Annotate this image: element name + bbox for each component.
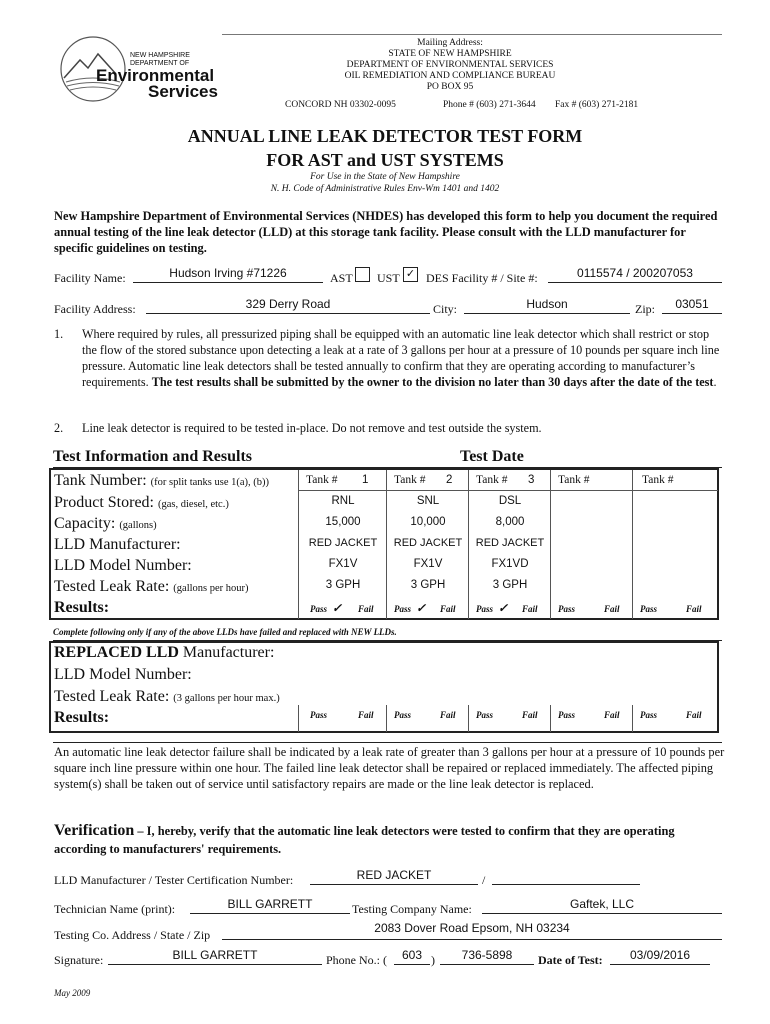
replaced-pass-option[interactable]: Pass [640,710,658,720]
replaced-pass-option[interactable]: Pass [558,710,576,720]
ust-label: UST [377,271,400,285]
product-field[interactable]: SNL [416,495,440,507]
rate-field[interactable]: 3 GPH [492,579,528,591]
certification-number-line[interactable] [492,870,640,885]
pass-check: ✓ [498,601,509,615]
tested-leak-rate-label [54,578,249,596]
replaced-fail-option[interactable]: Fail [522,710,538,720]
tank-header-label: Tank # [558,474,590,486]
results-label: Results: [54,599,110,616]
tank-header-label: Tank # [306,474,338,486]
logo-text-3: Environmental [96,66,215,85]
certification-label: LLD Manufacturer / Tester Certification Number: [54,873,294,887]
nhdes-logo [50,30,230,110]
failure-text: An automatic line leak detector failure shall be indicated by a leak rate of greater than 3 gallons per hour at a pressure of 10 pounds per square inch line pressure within one hour. The failed line leak detector shall be repaired or replaced immediately. The affected piping system(s) shall be taken out of service until satisfactory repairs are made or the line leak detector is replaced. [54,745,725,791]
replaced-manufacturer-label [54,644,274,662]
table-divider [386,470,387,619]
phone-area-field[interactable]: 603 [401,948,423,962]
item-1-text [82,326,726,390]
address-line: STATE OF NEW HAMPSHIRE [388,49,512,59]
technician-field[interactable]: BILL GARRETT [227,897,313,911]
address-phone: Phone # (603) 271-3644 [443,100,536,110]
technician-label: Technician Name (print): [54,902,176,916]
model-field[interactable]: FX1V [328,558,358,570]
capacity-note: (gallons) [119,520,157,531]
manufacturer-field[interactable]: RED JACKET [393,537,463,549]
section-rule [53,742,722,743]
footer-date: May 2009 [54,988,91,998]
product-note: (gas, diesel, etc.) [158,499,229,510]
facility-name-label: Facility Name: [54,271,126,285]
model-field[interactable]: FX1VD [491,558,529,570]
tank-header-label: Tank # [642,474,674,486]
manufacturer-field[interactable]: RED JACKET [475,537,545,549]
ast-checkbox[interactable] [355,267,370,282]
product-field[interactable]: DSL [498,495,522,507]
city-label: City: [433,302,458,316]
signature-label: Signature: [54,953,104,967]
phone-number-field[interactable]: 736-5898 [461,948,513,962]
usage-note: For Use in the State of New Hampshire [310,172,460,182]
phone-label: Phone No.: ( [326,953,387,967]
page-subtitle: FOR AST and UST SYSTEMS [266,150,504,170]
company-address-field[interactable]: 2083 Dover Road Epsom, NH 03234 [374,921,570,935]
replaced-fail-option[interactable]: Fail [604,710,620,720]
address-line: PO BOX 95 [426,82,474,92]
address-city: CONCORD NH 03302-0095 [285,100,396,110]
item-1-bold: The test results shall be submitted by the owner to the division no later than 30 days after the date of the test [151,375,714,389]
pass-option[interactable]: Pass [640,604,658,614]
fail-option[interactable]: Fail [604,604,620,614]
leak-rate-text: Tested Leak Rate: [54,578,170,595]
zip-field[interactable]: 03051 [675,297,709,311]
fail-option[interactable]: Fail [358,604,374,614]
tank-number-field[interactable]: 1 [362,474,369,486]
replaced-fail-option[interactable]: Fail [440,710,456,720]
certification-field[interactable]: RED JACKET [356,868,432,882]
facility-name-field[interactable]: Hudson Irving #71226 [169,266,287,280]
manufacturer-field[interactable]: RED JACKET [308,537,378,549]
item-1-end: . [713,375,717,389]
product-stored-label [54,494,229,512]
phone-close: ) [431,953,435,967]
address-fax: Fax # (603) 271-2181 [555,100,639,110]
facility-address-field[interactable]: 329 Derry Road [245,297,331,311]
table-divider [386,705,387,732]
facility-address-label: Facility Address: [54,302,136,316]
city-field[interactable]: Hudson [526,297,568,311]
replaced-fail-option[interactable]: Fail [686,710,702,720]
verification-text [54,822,726,858]
item-2-number: 2. [54,421,64,435]
table-divider [468,705,469,732]
pass-option[interactable]: Pass [476,604,494,614]
page-title: ANNUAL LINE LEAK DETECTOR TEST FORM [187,126,583,146]
zip-label: Zip: [635,302,655,316]
tank-number-field[interactable]: 3 [528,474,535,486]
test-info-heading: Test Information and Results [53,448,252,465]
address-line: OIL REMEDIATION AND COMPLIANCE BUREAU [344,71,556,81]
fail-option[interactable]: Fail [440,604,456,614]
mailing-address [300,38,600,93]
replaced-leak-rate-note: (3 gallons per hour max.) [173,693,280,704]
logo-text-4: Services [148,82,218,101]
company-label: Testing Company Name: [352,902,472,916]
verification-body: – I, hereby, verify that the automatic line leak detectors were tested to confirm that they are operating according to manufacturers' requirements. [54,824,675,856]
pass-check: ✓ [332,601,343,615]
tank-column [634,470,718,620]
tank-number-note: (for split tanks use 1(a), (b)) [150,477,270,488]
table-divider [632,705,633,732]
tank-number-field[interactable]: 2 [446,474,453,486]
company-address-label: Testing Co. Address / State / Zip [54,928,211,942]
tank-column [388,470,468,620]
rules-note: N. H. Code of Administrative Rules Env-Wm 1401 and 1402 [270,184,500,194]
rate-field[interactable]: 3 GPH [325,579,361,591]
lld-model-label: LLD Model Number: [54,557,192,574]
product-field[interactable]: RNL [331,495,355,507]
des-facility-field[interactable]: 0115574 / 200207053 [577,266,693,280]
table-divider [550,470,551,619]
logo-text-2: DEPARTMENT OF [130,60,190,67]
item-1-body: Where required by rules, all pressurized piping shall be equipped with an automatic line leak detector which shall restrict or stop the flow of the stored substance upon detecting a leak at a rate of 3 gallons per hour at a pressure of 10 pounds per square inch line pressure. Automatic line leak detectors shall be tested annually to confirm that they are operating according to manufacturer’s requirements. [82,327,720,389]
date-of-test-field[interactable]: 03/09/2016 [629,948,691,962]
leak-rate-note: (gallons per hour) [173,583,249,594]
table-divider [298,705,299,732]
test-date-heading: Test Date [460,448,524,465]
tank-number-label [54,472,269,490]
rate-field[interactable]: 3 GPH [410,579,446,591]
capacity-field[interactable]: 15,000 [325,516,361,528]
table-divider [550,705,551,732]
tank-column [552,470,632,620]
signature-field[interactable]: BILL GARRETT [172,948,258,962]
des-facility-label: DES Facility # / Site #: [426,271,538,285]
capacity-text: Capacity: [54,515,116,532]
replaced-manufacturer-text: Manufacturer: [178,644,275,661]
capacity-field[interactable]: 10,000 [410,516,446,528]
table-divider [298,470,299,619]
replaced-leak-rate-label [54,688,280,706]
fail-option[interactable]: Fail [686,604,702,614]
verification-word: Verification [54,822,135,839]
table-divider [632,470,633,619]
replaced-fail-option[interactable]: Fail [358,710,374,720]
date-of-test-label: Date of Test: [538,953,603,967]
address-line: DEPARTMENT OF ENVIRONMENTAL SERVICES [346,60,554,70]
header-rule [222,34,722,35]
tank-column [470,470,550,620]
ast-label: AST [330,271,353,285]
tank-number-text: Tank Number: [54,472,147,489]
ust-checkbox[interactable]: ✓ [403,267,418,282]
product-text: Product Stored: [54,494,154,511]
logo-text-1: NEW HAMPSHIRE [130,52,190,59]
replaced-note: Complete following only if any of the above LLDs have failed and replaced with NEW LLDs. [53,627,397,637]
replaced-lld-bold: REPLACED LLD [54,644,179,661]
capacity-field[interactable]: 8,000 [495,516,525,528]
intro-text: New Hampshire Department of Environmental Services (NHDES) has developed this form to help you document the required annual testing of the line leak detector (LLD) at this storage tank facility. Please consult with the LLD manufacturer for specific guidelines on testing. [54,209,718,255]
replaced-pass-option[interactable]: Pass [310,710,328,720]
fail-option[interactable]: Fail [522,604,538,614]
table-divider [468,470,469,619]
mailing-label: Mailing Address: [417,38,483,48]
certification-slash: / [482,873,486,887]
pass-check: ✓ [416,601,427,615]
tank-header-label: Tank # [394,474,426,486]
tank-column [300,470,386,620]
replaced-pass-option[interactable]: Pass [394,710,412,720]
capacity-label [54,515,157,533]
replaced-pass-option[interactable]: Pass [476,710,494,720]
replaced-results-label: Results: [54,709,110,726]
item-1-number: 1. [54,327,64,341]
item-2-text: Line leak detector is required to be tested in-place. Do not remove and test outside the system. [82,421,542,435]
replaced-leak-rate-text: Tested Leak Rate: [54,688,170,705]
pass-option[interactable]: Pass [394,604,412,614]
pass-option[interactable]: Pass [310,604,328,614]
company-field[interactable]: Gaftek, LLC [569,897,635,911]
tank-header-label: Tank # [476,474,508,486]
lld-manufacturer-label: LLD Manufacturer: [54,536,181,553]
model-field[interactable]: FX1V [413,558,443,570]
replaced-model-label: LLD Model Number: [54,666,192,683]
pass-option[interactable]: Pass [558,604,576,614]
